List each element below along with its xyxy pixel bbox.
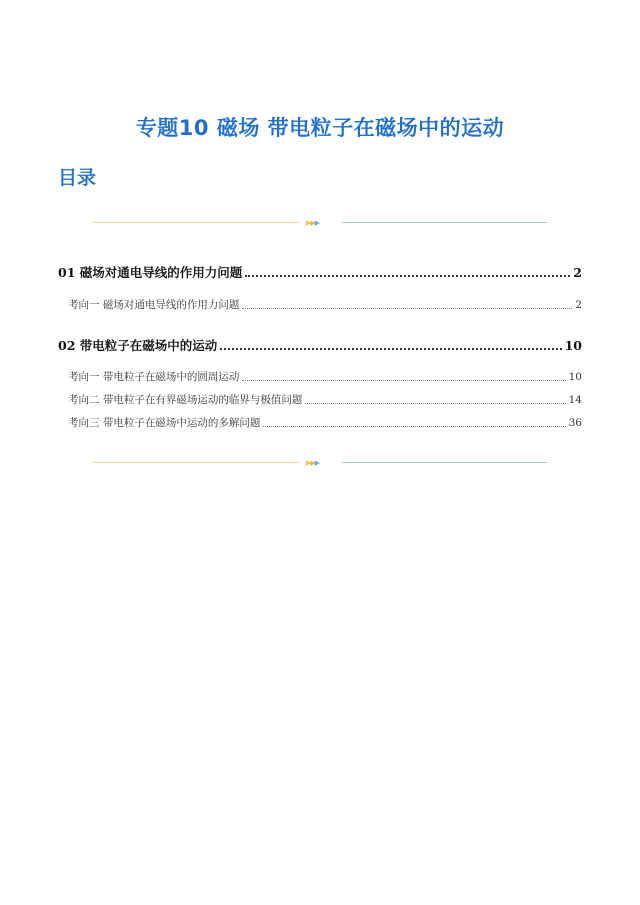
dot-leader (305, 402, 565, 404)
toc-chapter-label: 01 磁场对通电导线的作用力问题 (58, 265, 243, 280)
toc-item-2-2[interactable] (68, 392, 582, 407)
toc-item-1-1[interactable] (68, 297, 582, 312)
dot-leader (242, 307, 572, 309)
triple-arrow-right-icon: ▶▶▶ (306, 459, 320, 467)
divider-line-right (342, 462, 547, 463)
triple-arrow-right-icon: ▶▶▶ (306, 219, 320, 227)
divider-line-left (92, 222, 300, 223)
toc-page-number: 10 (568, 371, 582, 383)
dot-leader (220, 347, 561, 350)
toc-item-label: 考向一 带电粒子在磁场中的圆周运动 (68, 371, 240, 383)
dot-leader (245, 274, 570, 277)
toc-page-number: 36 (568, 417, 582, 429)
dot-leader (263, 425, 565, 427)
document-title: 专题10 磁场 带电粒子在磁场中的运动 (135, 116, 505, 140)
toc-item-label: 考向一 磁场对通电导线的作用力问题 (68, 299, 240, 311)
toc-chapter-label: 02 带电粒子在磁场中的运动 (58, 338, 218, 353)
divider-top (92, 219, 547, 227)
toc-item-label: 考向三 带电粒子在磁场中运动的多解问题 (68, 417, 261, 429)
toc-chapter-1[interactable] (58, 263, 582, 281)
toc-item-2-3[interactable] (68, 415, 582, 430)
toc-page-number: 10 (564, 338, 582, 353)
toc-chapter-2[interactable] (58, 336, 582, 354)
divider-bottom (92, 459, 547, 467)
toc-page-number: 2 (575, 299, 582, 311)
divider-line-right (342, 222, 547, 223)
toc-page-number: 2 (573, 265, 582, 280)
toc-item-2-1[interactable] (68, 369, 582, 384)
dot-leader (242, 379, 565, 381)
toc-page-number: 14 (568, 394, 582, 406)
divider-line-left (92, 462, 300, 463)
toc-heading: 目录 (58, 167, 97, 189)
toc-item-label: 考向二 带电粒子在有界磁场运动的临界与极值问题 (68, 394, 303, 406)
